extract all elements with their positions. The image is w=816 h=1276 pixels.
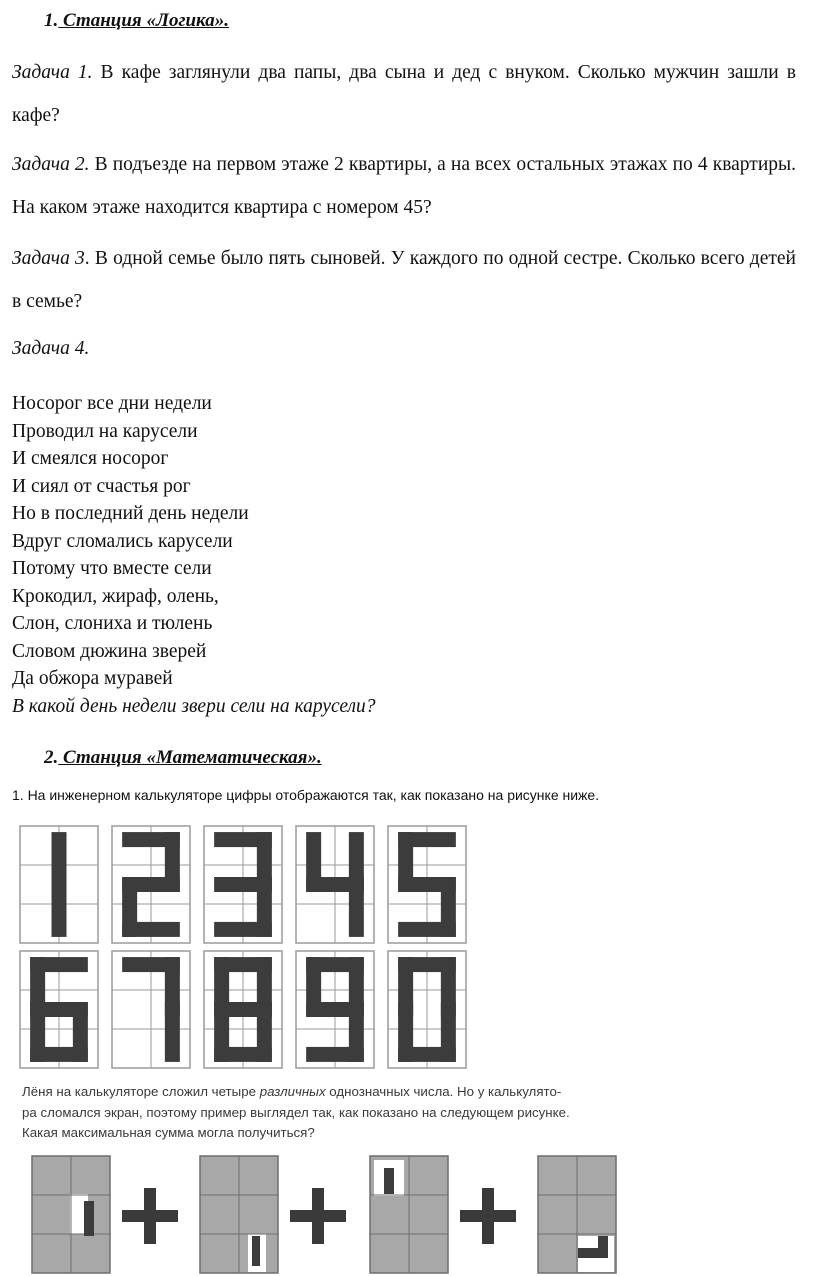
- task-4-poem: [12, 390, 376, 720]
- broken-digit-3: [370, 1156, 448, 1273]
- poem-line: Проводил на карусели: [12, 420, 198, 442]
- station-2-number: 2.: [44, 747, 59, 768]
- caption-line-1: Лёня на калькуляторе сложил четыре различных однозначных числа. Но у калькулято-: [22, 1084, 562, 1099]
- task-1-text: В кафе заглянули два папы, два сына и дед с внуком. Сколько мужчин зашли в кафе?: [12, 62, 796, 126]
- digit-segment: [214, 922, 272, 937]
- task-3-label: Задача 3: [12, 248, 85, 269]
- digit-cell-3: [204, 826, 282, 943]
- digit-segment: [52, 832, 67, 937]
- task-2: [12, 143, 796, 229]
- digit-cell-2: [112, 826, 190, 943]
- calculator-digits-figure: [0, 820, 480, 1070]
- digit-cell-1: [20, 826, 98, 943]
- digit-segment: [122, 922, 180, 937]
- problem-1-intro: 1. На инженерном калькуляторе цифры отображаются так, как показано на рисунке ниже.: [12, 787, 600, 803]
- task-3-text: . В одной семье было пять сыновей. У каждого по одной сестре. Сколько всего детей в семье?: [12, 248, 796, 312]
- poem-line: Слон, слониха и тюлень: [12, 613, 213, 634]
- digit-cell-0: [388, 951, 466, 1068]
- poem-line: Крокодил, жираф, олень,: [12, 585, 219, 607]
- digit-cell-8: [204, 951, 282, 1068]
- caption-line-2: ра сломался экран, поэтому пример выглядел так, как показано на следующем рисунке.: [22, 1104, 570, 1120]
- digit-segment: [398, 1047, 456, 1062]
- poem-line: И сиял от счастья рог: [12, 475, 191, 497]
- digit-segment: [30, 1047, 88, 1062]
- poem-line: Потому что вместе сели: [12, 558, 212, 579]
- task-3: [12, 237, 796, 323]
- plus-icon: [460, 1188, 516, 1244]
- station-1-title: Станция «Логика».: [58, 10, 229, 31]
- digit-cell-7: [112, 951, 190, 1068]
- task-1-label: Задача 1.: [12, 62, 93, 83]
- station-1-number: 1.: [44, 10, 59, 31]
- poem-line: Но в последний день недели: [12, 503, 249, 524]
- digit-cell-6: [20, 951, 98, 1068]
- station-2-heading: [44, 747, 322, 769]
- station-1-heading: [44, 10, 229, 32]
- task-1: [12, 51, 796, 137]
- plus-icon: [290, 1188, 346, 1244]
- digit-segment: [214, 1047, 272, 1062]
- plus-icon: [122, 1188, 178, 1244]
- broken-screen-figure: [0, 1150, 640, 1276]
- digit-segment: [165, 1002, 180, 1062]
- caption-line-3: Какая максимальная сумма могла получиться?: [22, 1125, 315, 1140]
- task-2-label: Задача 2.: [12, 154, 90, 175]
- digit-segment: [398, 922, 456, 937]
- poem-line: Да обжора муравей: [12, 668, 173, 689]
- problem-1-caption: [22, 1082, 642, 1144]
- poem-line: Вдруг сломались карусели: [12, 530, 233, 552]
- station-2-title: Станция «Математическая».: [58, 747, 322, 768]
- digit-cell-5: [388, 826, 466, 943]
- poem-line: И смеялся носорог: [12, 448, 169, 469]
- digit-segment: [306, 1047, 364, 1062]
- broken-digit-4: [538, 1156, 616, 1273]
- poem-line: Носорог все дни недели: [12, 393, 212, 414]
- broken-digit-2: [200, 1156, 278, 1273]
- task-4-question: В какой день недели звери сели на карусели?: [12, 695, 376, 717]
- caption-emphasis: различных: [259, 1084, 326, 1099]
- task-4-label: Задача 4.: [12, 338, 90, 359]
- digit-segment: [349, 877, 364, 937]
- task-2-text: В подъезде на первом этаже 2 квартиры, а на всех остальных этажах по 4 квартиры. На каком этаже находится квартира с номером 45?: [12, 154, 796, 218]
- poem-line: Словом дюжина зверей: [12, 640, 207, 662]
- digit-cell-9: [296, 951, 374, 1068]
- broken-digit-1: [32, 1156, 110, 1273]
- digit-cell-4: [296, 826, 374, 943]
